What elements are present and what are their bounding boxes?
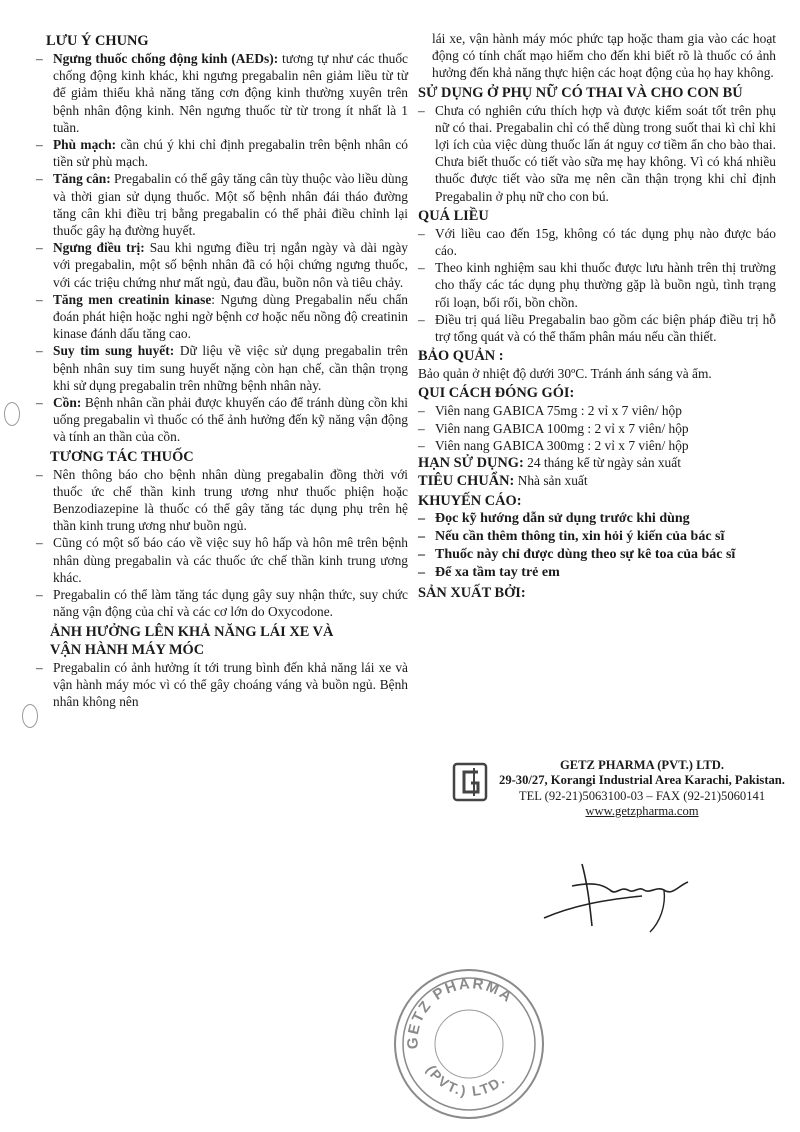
list-item: – Với liều cao đến 15g, không có tác dụng phụ nào được báo cáo. [418, 225, 776, 259]
item-title: Ngưng điều trị: [53, 240, 145, 256]
heading-packaging: QUI CÁCH ĐÓNG GÓI: [418, 385, 575, 402]
list-item: – Đọc kỹ hướng dẫn sử dụng trước khi dùng [418, 510, 776, 528]
list-item [36, 170, 408, 239]
manufacturer-name: GETZ PHARMA (PVT.) LTD. [559, 758, 725, 772]
shelf-life [418, 454, 776, 472]
punch-hole-icon [4, 402, 20, 426]
list-item: – Cũng có một số báo cáo về việc suy hô hấp và hôn mê trên bệnh nhân dùng pregabalin và các thuốc ức chế thần kinh trung ương khác. [36, 534, 408, 586]
standard-value: Nhà sản xuất [514, 473, 588, 489]
list-item: – Chưa có nghiên cứu thích hợp và được kiểm soát tốt trên phụ nữ có thai. Pregabalin chỉ có thể dùng trong suốt thai kì chỉ khi lợi ích của việc dùng thuốc lấn át nguy cơ tiềm ẩn cho bào thai. Chưa biết thuốc có tiết vào sữa mẹ hay không. Vì có khá nhiều thuốc được tiết vào sữa mẹ nên cần thận trọng khi chỉ định Pregabalin ở phụ nữ cho con bú. [418, 102, 776, 205]
left-column [36, 30, 408, 710]
list-item: – Điều trị quá liều Pregabalin bao gồm các biện pháp điều trị hỗ trợ tổng quát và có thể thẩm phân máu nếu cần thiết. [418, 311, 776, 345]
list-item: – Viên nang GABICA 300mg : 2 vỉ x 7 viên/ hộp [418, 437, 776, 454]
item-title: Ngưng thuốc chống động kinh (AEDs): [53, 51, 279, 66]
list-item: – Theo kinh nghiệm sau khi thuốc được lưu hành trên thị trường cho thấy các tác dụng phụ thường gặp là buồn ngủ, tình trạng rối loạn, bối rối, bồn chồn. [418, 259, 776, 311]
general-notes-list [36, 50, 408, 446]
shelf-life-label: HẠN SỬ DỤNG: [418, 455, 524, 472]
item-text: tương tự như các thuốc chống động kinh khác, khi ngưng pregabalin nên giảm liều từ từ để giảm thiểu khả năng tăng cơn động kinh thường xuyên trên bệnh nhân động kinh. Nên ngưng thuốc từ từ trong ít nhất là 1 tuần. [53, 51, 408, 135]
list-item [36, 239, 408, 291]
svg-text:(PVT.) LTD. [423, 1062, 508, 1099]
stamp-seal-icon [390, 965, 548, 1123]
standard-label: TIÊU CHUẨN: [418, 473, 515, 490]
manufacturer-phone: TEL (92-21)5063100-03 – FAX (92-21)5060141 [518, 788, 766, 803]
manufacturer-info [492, 758, 792, 820]
standard [418, 472, 776, 490]
item-text: Dữ liệu về việc sử dụng pregabalin trên bệnh nhân suy tim sung huyết nặng còn hạn chế, cần thận trọng khi sử dụng pregabalin trên những bệnh nhân này. [53, 343, 408, 393]
shelf-life-value: 24 tháng kể từ ngày sản xuất [523, 455, 681, 471]
item-title: Tăng men creatinin kinase [53, 291, 212, 307]
item-title: Tăng cân: [53, 171, 111, 187]
list-item: – Nên thông báo cho bệnh nhân dùng pregabalin đồng thời với thuốc ức chế thần kinh trung ương như thuốc phiện hoặc Benzodiazepine là thuốc có thể gây tăng tác dụng phụ trên hệ thần kinh trung ương như buồn ngủ. [36, 466, 408, 535]
punch-hole-icon [22, 704, 38, 728]
overdose-list [418, 225, 776, 345]
item-title: Cồn: [53, 395, 82, 411]
list-item: – Pregabalin có thể làm tăng tác dụng gây suy nhận thức, suy chức năng vận động của chỉ và các cơ lớn do Oxycodone. [36, 586, 408, 620]
list-item: – Để xa tầm tay trẻ em [418, 564, 776, 582]
list-item [36, 291, 408, 343]
manufacturer-website[interactable]: www.getzpharma.com [585, 804, 699, 819]
stamp-text-top: GETZ PHARMA [404, 975, 517, 1050]
list-item: – Pregabalin có ảnh hưởng ít tới trung bình đến khả năng lái xe và vận hành máy móc vì có thể gây choáng váng và buồn ngủ. Bệnh nhân không nên [36, 659, 408, 711]
stamp-text-bottom: (PVT.) LTD. [423, 1062, 509, 1100]
manufacturer-block [452, 758, 792, 826]
right-column [418, 30, 776, 602]
heading-driving-line2: VẬN HÀNH MÁY MÓC [50, 641, 205, 658]
signature-icon [532, 856, 702, 936]
warning-list [418, 510, 776, 582]
list-item [36, 136, 408, 170]
list-item [36, 50, 408, 136]
list-item: – Thuốc này chỉ được dùng theo sự kê toa của bác sĩ [418, 546, 776, 564]
heading-storage: BẢO QUẢN : [418, 348, 504, 365]
item-title: Suy tim sung huyết: [53, 343, 175, 359]
heading-overdose: QUÁ LIỀU [418, 207, 489, 224]
company-stamp [390, 965, 548, 1123]
heading-general-notes: LƯU Ý CHUNG [46, 33, 149, 49]
item-text: : Ngưng dùng Pregabalin nếu chẩn đoán phát hiện hoặc nghi ngờ bệnh cơ hoặc nếu nồng độ creatinin kinase đánh dấu tăng cao. [53, 291, 408, 342]
heading-pregnancy: SỬ DỤNG Ở PHỤ NỮ CÓ THAI VÀ CHO CON BÚ [418, 84, 743, 101]
item-title: Phù mạch: [53, 137, 117, 153]
interactions-list [36, 466, 408, 621]
storage-text: Bảo quản ở nhiệt độ dưới 30ºC. Tránh ánh sáng và ẩm. [418, 366, 712, 382]
list-item: – Nếu cần thêm thông tin, xin hỏi ý kiến của bác sĩ [418, 528, 776, 546]
heading-manufacturer: SẢN XUẤT BỞI: [418, 585, 526, 602]
item-text: Sau khi ngưng điều trị ngắn ngày và dài ngày với pregabalin, một số bệnh nhân đã có hội chứng ngưng thuốc, với các triệu chứng như mất ngủ, đau đầu, buồn nôn và tiêu chảy. [53, 240, 408, 290]
heading-warning: KHUYẾN CÁO: [418, 493, 522, 510]
packaging-list [418, 402, 776, 454]
list-item: – Viên nang GABICA 100mg : 2 vỉ x 7 viên/ hộp [418, 420, 776, 437]
getz-logo-icon [452, 762, 488, 802]
manufacturer-address: 29-30/27, Korangi Industrial Area Karachi, Pakistan. [499, 773, 785, 788]
driving-continuation: lái xe, vận hành máy móc phức tạp hoặc tham gia vào các hoạt động có tính chất mạo hiểm cho đến khi biết rõ là thuốc có ảnh hưởng đến khả năng thực hiện các hoạt động của họ hay không. [432, 31, 776, 81]
heading-drug-interactions: TƯƠNG TÁC THUỐC [50, 448, 194, 465]
item-text: Bệnh nhân cần phải được khuyến cáo để tránh dùng cồn khi uống pregabalin vì thuốc có thể ảnh hưởng đến kỹ năng vận động và tính an thần của cồn. [53, 395, 408, 445]
item-text: cần chú ý khi chỉ định pregabalin trên bệnh nhân có tiền sử phù mạch. [53, 137, 408, 170]
list-item [36, 394, 408, 446]
item-text: Pregabalin có thể gây tăng cân tùy thuộc vào liều dùng và thời gian sử dụng thuốc. Một số bệnh nhân đái tháo đường tăng cân khi điều trị bằng pregabalin có thể phải điều chỉnh lại thuốc gây hạ đường huyết. [53, 171, 408, 239]
heading-driving-line1: ẢNH HƯỞNG LÊN KHẢ NĂNG LÁI XE VÀ [50, 623, 334, 640]
list-item [36, 342, 408, 394]
list-item: – Viên nang GABICA 75mg : 2 vỉ x 7 viên/ hộp [418, 402, 776, 419]
